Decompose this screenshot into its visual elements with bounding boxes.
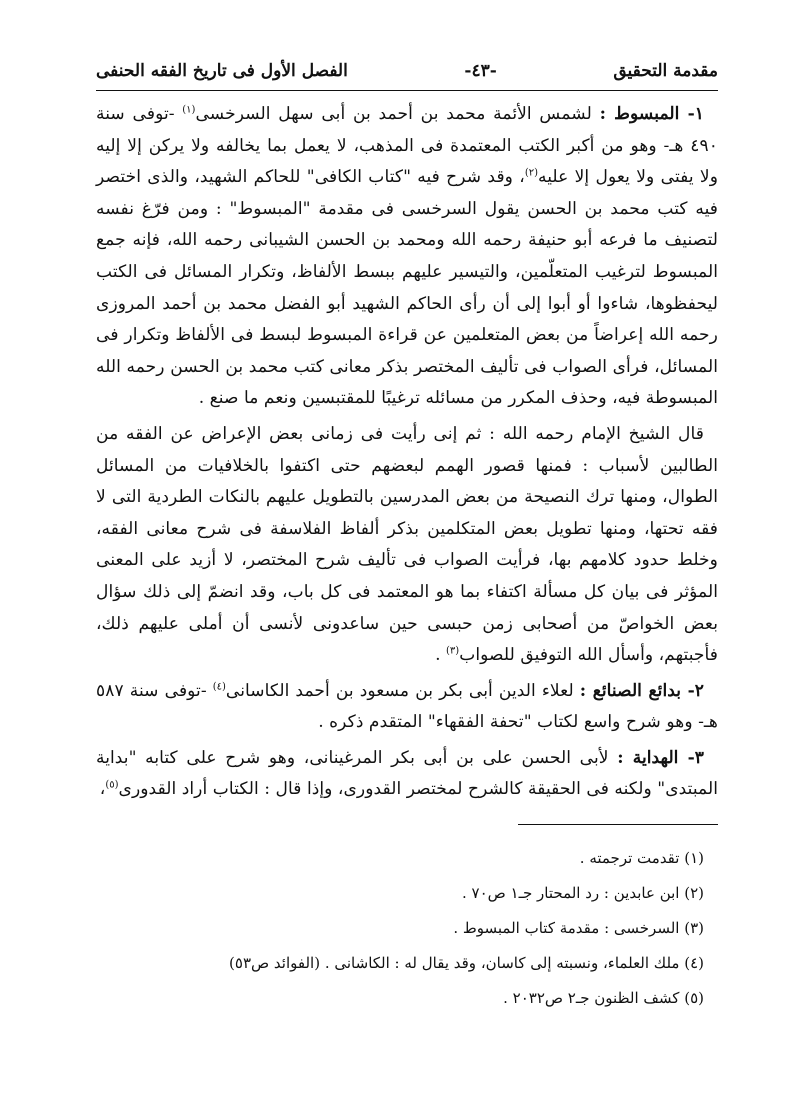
footnote: (٥) كشف الظنون جـ٢ ص٢٠٣٢ . xyxy=(503,989,704,1008)
footnote: (٢) ابن عابدين : رد المحتار جـ١ ص٧٠ . xyxy=(461,884,704,903)
header-section-title: مقدمة التحقيق xyxy=(613,61,718,81)
book-page xyxy=(96,58,718,1016)
footnote-ref: (٤) xyxy=(212,680,226,692)
paragraph-mabsut xyxy=(96,99,718,415)
page-number: -٤٣- xyxy=(464,61,497,81)
paragraph-text: . xyxy=(435,645,446,666)
entry-heading: ١- المبسوط : xyxy=(599,104,704,124)
paragraph-hidaya xyxy=(96,743,718,806)
main-text xyxy=(96,99,718,806)
entry-heading: ٢- بدائع الصنائع : xyxy=(579,680,704,701)
footnote-ref: (٢) xyxy=(524,167,538,179)
paragraph-text: -توفى سنة ٤٩٠ هـ- وهو من أكبر الكتب المعتمدة فى المذهب، لا يعمل بما يخالفه ولا يركن إلا إليه ولا يفتى ولا يعول إلا عليه xyxy=(96,104,718,188)
paragraph-text: لعلاء الدين أبى بكر بن مسعود بن أحمد الكاسانى xyxy=(225,680,580,701)
paragraph-quote xyxy=(96,419,718,672)
footnote-separator xyxy=(518,824,718,825)
footnote: (٤) ملك العلماء، ونسبته إلى كاسان، وقد يقال له : الكاشانى . (الفوائد ص٥٣) xyxy=(229,954,704,973)
paragraph-badai xyxy=(96,676,718,739)
footnote-ref: (٥) xyxy=(105,779,119,791)
footnote-ref: (١) xyxy=(182,104,196,116)
footnote: (١) تقدمت ترجمته . xyxy=(579,849,704,868)
paragraph-text: ، وقد شرح فيه "كتاب الكافى" للحاكم الشهيد، والذى اختصر فيه كتب محمد بن الحسن يقول السرخسى فى مقدمة "المبسوط" : ومن فرّغ نفسه لتصنيف ما فرعه أبو حنيفة رحمه الله ومحمد بن الحسن الشيبانى رحمه الله، فإنه جمع المبسوط لترغيب المتعلّمين، والتيسير عليهم ببسط الألفاظ، وتكرار المسائل فى الكتب ليحفظوها، شاءوا أو أبوا إلى أن رأى الحاكم الشهيد أبو الفضل محمد بن أحمد المروزى رحمه الله إعراضاً من بعض المتعلمين عن قراءة المبسوط لبسط فى الألفاظ وتكرار فى المسائل، فرأى الصواب فى تأليف المختصر بذكر معانى كتب محمد بن الحسن رحمه الله المبسوطة فيه، وحذف المكرر من مسائله ترغيبًا للمقتبسين ونعم ما صنع . xyxy=(96,167,718,409)
paragraph-text: لأبى الحسن على بن أبى بكر المرغينانى، وهو شرح على كتابه "بداية المبتدى" ولكنه فى الحقيقة كالشرح لمختصر القدورى، وإذا قال : الكتاب أراد القدورى xyxy=(96,747,718,800)
entry-heading: ٣- الهداية : xyxy=(617,747,704,768)
paragraph-text: ، xyxy=(99,779,106,800)
footnote: (٣) السرخسى : مقدمة كتاب المبسوط . xyxy=(453,919,704,938)
paragraph-text: -توفى سنة ٥٨٧ هـ- وهو شرح واسع لكتاب "تحفة الفقهاء" المتقدم ذكره . xyxy=(96,680,718,733)
paragraph-text: لشمس الأئمة محمد بن أحمد بن أبى سهل السرخسى xyxy=(195,104,600,124)
running-header xyxy=(96,58,718,91)
header-chapter-title: الفصل الأول فى تاريخ الفقه الحنفى xyxy=(96,61,348,81)
paragraph-text: قال الشيخ الإمام رحمه الله : ثم إنى رأيت فى زمانى بعض الإعراض عن الفقه من الطالبين لأسباب : فمنها قصور الهمم لبعضهم حتى اكتفوا بالخلافيات من المسائل الطوال، ومنها ترك النصيحة من بعض المدرسين بالتطويل عليهم بالنكات الطردية التى لا فقه تحتها، ومنها تطويل بعض المتكلمين بذكر ألفاظ الفلاسفة فى شرح معانى الفقه، وخلط حدود كلامهم بها، فرأيت الصواب فى تأليف شرح المختصر، لا أزيد على المعنى المؤثر فى بيان كل مسألة اكتفاء بما هو المعتمد فى كل باب، وقد انضمّ إلى ذلك سؤال بعض الخواصّ من أصحابى زمن حبسى حين ساعدونى لأنسى أن أملى عليهم ذلك، فأجبتهم، وأسأل الله التوفيق للصواب xyxy=(96,423,718,666)
footnotes xyxy=(96,841,718,1016)
footnote-ref: (٣) xyxy=(446,645,460,657)
